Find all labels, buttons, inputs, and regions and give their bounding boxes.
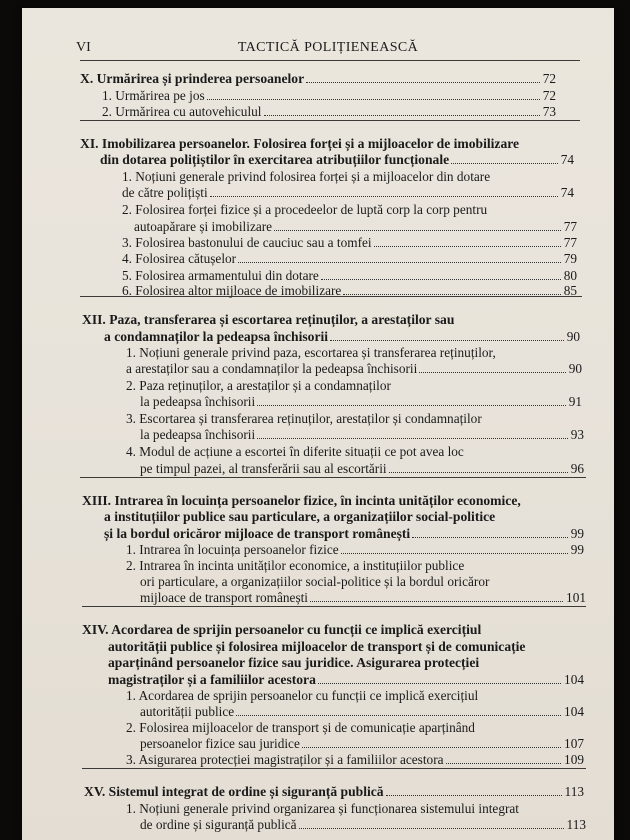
chapter-entry: [108, 655, 584, 671]
section-entry: [122, 268, 577, 284]
entry-title: 1. Noțiuni generale privind organizarea și funcționarea sistemului integrat: [126, 801, 519, 816]
section-divider: [80, 296, 582, 297]
entry-title: 4. Folosirea cătușelor: [122, 251, 237, 266]
page-reference: 99: [570, 542, 584, 557]
dot-leader: [238, 262, 561, 263]
chapter-entry: [100, 152, 574, 168]
book-page: [22, 8, 614, 840]
page-reference: 90: [568, 361, 582, 376]
section-entry: [140, 461, 584, 477]
dot-leader: [446, 763, 562, 764]
dot-leader: [207, 99, 540, 100]
entry-title: 4. Modul de acțiune a escortei în diferite situații ce pot avea loc: [126, 444, 464, 459]
section-entry: [126, 411, 584, 427]
entry-title: persoanelor fizice sau juridice: [140, 736, 300, 751]
dot-leader: [306, 82, 540, 83]
page-reference: 79: [563, 251, 577, 266]
page-reference: 99: [570, 526, 584, 541]
chapter-entry: [82, 493, 584, 509]
section-entry: [102, 104, 556, 120]
dot-leader: [302, 747, 561, 748]
section-entry: [102, 88, 556, 104]
page-reference: 77: [563, 235, 577, 250]
chapter-entry: [104, 329, 580, 345]
page-reference: 73: [542, 104, 556, 119]
chapter-entry: [82, 312, 580, 328]
page-reference: 101: [566, 590, 586, 605]
page-reference: 80: [563, 268, 577, 283]
entry-title: XII. Paza, transferarea și escortarea reținuților, a arestaților sau: [82, 312, 455, 327]
section-entry: [140, 817, 586, 833]
dot-leader: [274, 230, 561, 231]
page-reference: 109: [564, 752, 584, 767]
entry-title: 6. Folosirea altor mijloace de imobilizare: [122, 283, 342, 298]
section-entry: [126, 801, 586, 817]
entry-title: aparținând persoanelor fizice sau juridice. Asigurarea protecției: [108, 655, 480, 670]
dot-leader: [374, 246, 561, 247]
entry-title: magistraților și a familiilor acestora: [108, 672, 316, 687]
chapter-entry: [80, 136, 574, 152]
page-reference: 85: [563, 283, 577, 298]
section-divider: [82, 606, 586, 607]
page-number: VI: [76, 40, 91, 55]
entry-title: 3. Asigurarea protecției magistraților și a familiilor acestora: [126, 752, 444, 767]
section-entry: [126, 558, 584, 574]
page-header: [22, 40, 614, 58]
entry-title: XIII. Intrarea în locuința persoanelor fizice, în incinta unităților economice,: [82, 493, 521, 508]
page-reference: 74: [560, 185, 574, 200]
section-entry: [140, 736, 584, 752]
section-entry: [140, 427, 584, 443]
chapter-entry: [108, 639, 584, 655]
dot-leader: [343, 294, 560, 295]
entry-title: a condamnaților la pedeapsa închisorii: [104, 329, 329, 344]
dot-leader: [386, 795, 562, 796]
page-reference: 113: [566, 817, 586, 832]
section-entry: [140, 574, 584, 590]
entry-title: 2. Folosirea forței fizice și a procedeelor de luptă corp la corp pentru: [122, 202, 488, 217]
dot-leader: [257, 438, 568, 439]
dot-leader: [210, 196, 558, 197]
entry-title: 2. Intrarea în incinta unităților economice, a instituțiilor publice: [126, 558, 465, 573]
entry-title: la pedeapsa închisorii: [140, 394, 256, 409]
chapter-entry: [84, 784, 584, 800]
header-title: TACTICĂ POLIȚIENEASCĂ: [237, 40, 419, 55]
section-entry: [126, 378, 582, 394]
section-entry: [140, 590, 586, 606]
dot-leader: [299, 828, 564, 829]
entry-title: autoapărare și imobilizare: [134, 219, 273, 234]
dot-leader: [321, 279, 561, 280]
entry-title: XI. Imobilizarea persoanelor. Folosirea forței și a mijloacelor de imobilizare: [80, 136, 520, 151]
page-reference: 91: [568, 394, 582, 409]
entry-title: a instituțiilor publice sau particulare, a organizațiilor social-politice: [104, 509, 496, 524]
section-entry: [126, 542, 584, 558]
entry-title: 2. Paza reținuților, a arestaților și a condamnaților: [126, 378, 391, 393]
entry-title: din dotarea polițiștilor în exercitarea atribuțiilor funcționale: [100, 152, 450, 167]
entry-title: 3. Folosirea bastonului de cauciuc sau a tomfei: [122, 235, 372, 250]
entry-title: a arestaților sau a condamnaților la pedeapsa închisorii: [126, 361, 418, 376]
section-entry: [122, 202, 577, 218]
entry-title: 1. Intrarea în locuința persoanelor fizice: [126, 542, 339, 557]
section-divider: [80, 477, 586, 478]
entry-title: autorității publice și folosirea mijloacelor de transport și de comunicație: [108, 639, 526, 654]
entry-title: mijloace de transport românești: [140, 590, 309, 605]
dot-leader: [412, 537, 567, 538]
page-reference: 107: [564, 736, 584, 751]
section-entry: [126, 361, 582, 377]
dot-leader: [451, 163, 558, 164]
entry-title: 1. Noțiuni generale privind paza, escortarea și transferarea reținuților,: [126, 345, 496, 360]
chapter-entry: [80, 71, 556, 87]
section-entry: [122, 251, 577, 267]
section-divider: [82, 768, 586, 769]
entry-title: XIV. Acordarea de sprijin persoanelor cu funcții ce implică exercițiul: [82, 622, 482, 637]
section-divider: [80, 120, 580, 121]
chapter-entry: [104, 509, 584, 525]
dot-leader: [389, 472, 568, 473]
entry-title: pe timpul pazei, al transferării sau al escortării: [140, 461, 387, 476]
chapter-entry: [108, 672, 584, 688]
dot-leader: [318, 683, 561, 684]
entry-title: XV. Sistemul integrat de ordine și siguranță publică: [84, 784, 384, 799]
entry-title: de ordine și siguranță publică: [140, 817, 297, 832]
chapter-entry: [82, 622, 584, 638]
entry-title: 2. Urmărirea cu autovehiculul: [102, 104, 262, 119]
dot-leader: [257, 405, 566, 406]
section-entry: [126, 688, 584, 704]
section-entry: [134, 219, 577, 235]
section-entry: [126, 345, 582, 361]
dot-leader: [310, 601, 563, 602]
section-entry: [126, 752, 584, 768]
entry-title: la pedeapsa închisorii: [140, 427, 256, 442]
entry-title: de către polițiști: [122, 185, 208, 200]
dot-leader: [236, 715, 561, 716]
section-entry: [122, 169, 574, 185]
entry-title: 1. Noțiuni generale privind folosirea forței și a mijloacelor din dotare: [122, 169, 491, 184]
entry-title: 1. Urmărirea pe jos: [102, 88, 205, 103]
entry-title: autorității publice: [140, 704, 235, 719]
page-reference: 96: [570, 461, 584, 476]
page-reference: 104: [564, 704, 584, 719]
page-reference: 72: [542, 88, 556, 103]
dot-leader: [264, 115, 540, 116]
page-reference: 77: [563, 219, 577, 234]
section-entry: [140, 704, 584, 720]
entry-title: 2. Folosirea mijloacelor de transport și de comunicație aparținând: [126, 720, 475, 735]
page-reference: 113: [564, 784, 584, 799]
entry-title: ori particulare, a organizațiilor social-politice și la bordul oricăror: [140, 574, 490, 589]
section-entry: [126, 444, 584, 460]
page-reference: 74: [560, 152, 574, 167]
dot-leader: [330, 340, 564, 341]
page-reference: 90: [566, 329, 580, 344]
entry-title: 5. Folosirea armamentului din dotare: [122, 268, 319, 283]
entry-title: 3. Escortarea și transferarea reținuților, arestaților și condamnaților: [126, 411, 482, 426]
page-reference: 93: [570, 427, 584, 442]
entry-title: X. Urmărirea și prinderea persoanelor: [80, 71, 305, 86]
section-entry: [126, 720, 584, 736]
dot-leader: [341, 553, 568, 554]
section-entry: [140, 394, 582, 410]
entry-title: 1. Acordarea de sprijin persoanelor cu funcții ce implică exercițiul: [126, 688, 479, 703]
header-rule: [80, 60, 580, 61]
section-entry: [122, 235, 577, 251]
page-reference: 72: [542, 71, 556, 86]
chapter-entry: [104, 526, 584, 542]
page-reference: 104: [564, 672, 584, 687]
section-entry: [122, 185, 574, 201]
entry-title: și la bordul oricăror mijloace de transport românești: [104, 526, 411, 541]
dot-leader: [419, 372, 565, 373]
